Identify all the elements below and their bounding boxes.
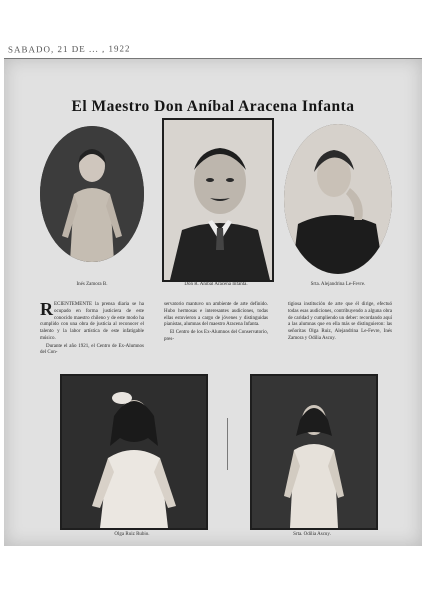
article-col3-paragraph: tigiosa institución de arte que él dirige, efectuó todas esas audiciones, contribuyendo a alguna obra de caridad y cumpliendo un deber: recordando aquí a las alumnas que en ella más se distinguieron: las señoritas Olga Ruiz, Alejandrina Le-Fevre, Inés Zamora y Odilia Ascuy. (288, 302, 392, 341)
page-title: El Maestro Don Aníbal Aracena Infanta (71, 98, 355, 115)
article-column-3 (288, 302, 392, 344)
article-column-1 (40, 299, 144, 358)
photo-odilia-ascuy (250, 374, 378, 530)
article-col1-paragraph: ECIENTEMENTE la prensa diaria se ha ocupado en forma justiciera de este conocido maestro chileno y de este modo ha cumplido con una obra de justicia al reconocer el talento y la labor artística de este infatigable músico. (40, 302, 144, 341)
newspaper-page (4, 58, 422, 546)
photo-alejandrina-lefevre (284, 124, 392, 274)
portrait-girl-white-dress-image (62, 376, 206, 528)
article-column-2 (164, 302, 268, 345)
photo-anibal-aracena (162, 118, 274, 282)
portrait-man-image (164, 120, 272, 280)
scan-edge-line (4, 58, 422, 59)
running-head: SABADO, 21 DE ... , 1922 (7, 43, 131, 55)
caption-alejandrina-lefevre: Srta. Alejandrina Le-Fevre. (310, 282, 366, 287)
article-dropcap: R (40, 299, 53, 319)
portrait-woman-white-dress-image (252, 376, 376, 528)
caption-odilia-ascuy: Srta. Odilia Ascuy. (293, 532, 331, 537)
column-divider-line (227, 418, 228, 470)
article-col2-paragraph: servatorio mantuvo un ambiente de arte definido. Hubo hermosas e interesantes audiciones, todas ellas estuvieron a cargo de jóvenes y distinguidas pianistas, alumnas del maestro Aracena Infanta. (164, 302, 268, 328)
caption-olga-ruiz: Olga Ruiz Rubio. (114, 532, 150, 537)
caption-anibal-aracena: Don R. Aníbal Aracena Infanta. (184, 282, 248, 287)
caption-ines-zamora: Inés Zamora B. (76, 282, 108, 287)
photo-olga-ruiz (60, 374, 208, 530)
portrait-woman-image (284, 124, 392, 274)
article-col2-paragraph: El Centro de los Ex-Alumnos del Conservatorio, pres- (164, 330, 268, 342)
article-col1-paragraph: Durante el año 1921, el Centro de Ex-Alumnos del Con- (40, 343, 144, 356)
portrait-girl-image (40, 126, 144, 262)
photo-ines-zamora (40, 126, 144, 262)
